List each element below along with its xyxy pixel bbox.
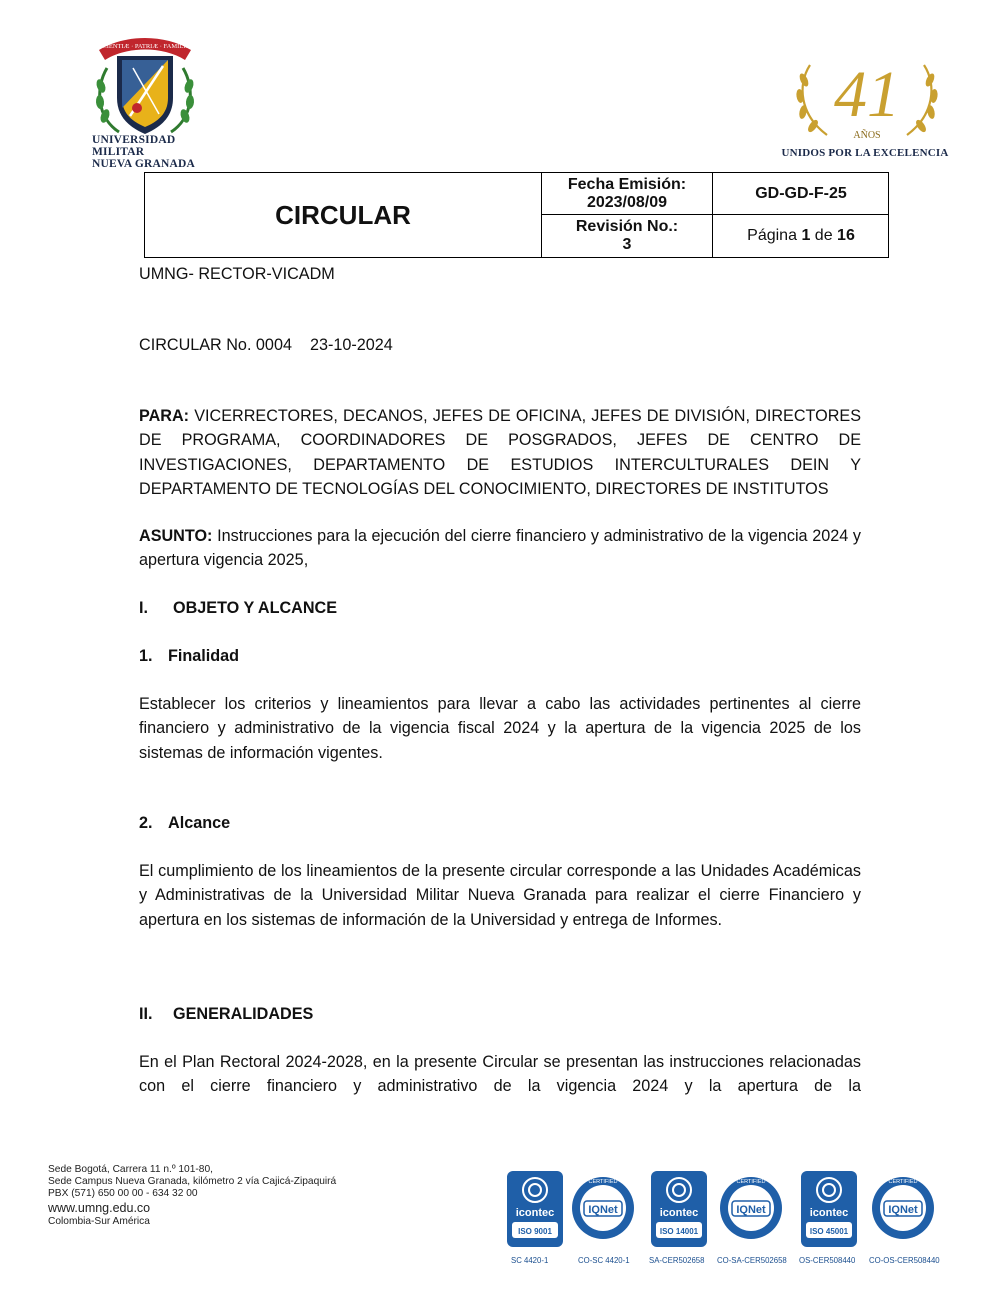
cert-standard: CERTIFIED: [736, 1179, 766, 1185]
sub2-number: 2.: [139, 814, 153, 832]
cert-standard: ISO 9001: [518, 1227, 552, 1236]
icontec-seal: [650, 1170, 708, 1250]
cert-standard: ISO 14001: [659, 1227, 699, 1236]
section-heading-generalidades: [139, 1002, 861, 1026]
section2-title: GENERALIDADES: [173, 1005, 314, 1023]
anniversary-tagline: UNIDOS POR LA EXCELENCIA: [781, 147, 949, 159]
document-type-title: CIRCULAR: [145, 173, 542, 257]
issue-date-label: Fecha Emisión:: [567, 176, 687, 193]
page-current: 1: [801, 227, 811, 244]
certification-code-1: SC 4420-1: [511, 1256, 549, 1265]
cert-standard: ISO 45001: [809, 1227, 849, 1236]
page-total: 16: [837, 227, 855, 244]
circular-date: 23-10-2024: [309, 336, 393, 354]
cert-standard: CERTIFIED: [888, 1179, 918, 1185]
certification-code-5: OS-CER508440: [799, 1256, 856, 1265]
finalidad-paragraph: Establecer los criterios y lineamientos para llevar a cabo las actividades pertinentes al cierre financiero y administrativo de la vigencia fiscal 2024 y la apertura de la vigencia 2025 de los sistemas de información vigentes.: [139, 695, 861, 762]
para-paragraph: [139, 404, 861, 501]
anniversary-logo: [792, 50, 942, 145]
document-code: GD-GD-F-25: [713, 173, 889, 215]
footer-country: Colombia-Sur América: [48, 1215, 150, 1227]
section1-title: OBJETO Y ALCANCE: [173, 599, 338, 617]
asunto-paragraph: [139, 524, 861, 573]
issue-date-cell: [542, 173, 713, 215]
asunto-label: ASUNTO:: [139, 527, 213, 545]
certification-badge-5: [800, 1170, 858, 1255]
page-of: de: [814, 227, 833, 244]
section1-number: I.: [139, 599, 148, 617]
certification-code-6: CO-OS-CER508440: [869, 1256, 940, 1265]
cert-brand: IQNet: [588, 1204, 618, 1216]
circular-number-line: [139, 333, 861, 357]
cert-brand: icontec: [809, 1207, 849, 1219]
footer-website[interactable]: www.umng.edu.co: [48, 1200, 151, 1215]
iqnet-seal: [718, 1170, 784, 1250]
university-name: [92, 134, 202, 170]
subsection-heading-finalidad: [139, 644, 861, 668]
certification-badge-3: [650, 1170, 708, 1255]
document-reference: UMNG- RECTOR-VICADM: [139, 265, 335, 283]
certification-code-4: CO-SA-CER502658: [717, 1256, 787, 1265]
generalidades-paragraph: En el Plan Rectoral 2024-2028, en la presente Circular se presentan las instrucciones relacionadas con el cierre financiero y administrativo de la vigencia 2024 y la apertura de la: [139, 1053, 861, 1096]
cert-brand: IQNet: [736, 1204, 766, 1216]
university-name-line2: NUEVA GRANADA: [92, 158, 196, 170]
certification-badge-2: [570, 1170, 636, 1255]
revision-value: 3: [622, 236, 632, 253]
page-indicator: [713, 215, 889, 257]
subsection-heading-alcance: [139, 811, 861, 835]
certification-code-2: CO-SC 4420-1: [578, 1256, 630, 1265]
issue-date-value: 2023/08/09: [586, 194, 668, 211]
anniversary-label: AÑOS: [853, 130, 881, 141]
university-name-line1: UNIVERSIDAD MILITAR: [92, 134, 176, 158]
section2-number: II.: [139, 1005, 153, 1023]
certification-badge-6: [870, 1170, 936, 1255]
revision-cell: [542, 215, 713, 257]
asunto-text: Instrucciones para la ejecución del cierre financiero y administrativo de la vigencia 2024 y apertura vigencia 2025,: [139, 527, 861, 570]
circular-number: CIRCULAR No. 0004: [139, 336, 292, 354]
icontec-seal: [506, 1170, 564, 1250]
cert-standard: CERTIFIED: [588, 1179, 618, 1185]
footer-address-line1: Sede Bogotá, Carrera 11 n.º 101-80,: [48, 1164, 213, 1175]
icontec-seal: [800, 1170, 858, 1250]
cert-brand: IQNet: [888, 1204, 918, 1216]
page-word: Página: [747, 227, 797, 244]
footer-phone: PBX (571) 650 00 00 - 634 32 00: [48, 1188, 198, 1200]
revision-label: Revisión No.:: [575, 218, 679, 235]
sub1-title: Finalidad: [168, 647, 240, 665]
sub1-number: 1.: [139, 647, 153, 665]
footer-address-line2: Sede Campus Nueva Granada, kilómetro 2 vía Cajicá-Zipaquirá: [48, 1176, 337, 1188]
section-heading-objeto: [139, 596, 861, 620]
iqnet-seal: [870, 1170, 936, 1250]
para-label: PARA:: [139, 407, 190, 425]
cert-brand: icontec: [515, 1207, 555, 1219]
anniversary-number: 41: [834, 58, 900, 131]
certification-badge-4: [718, 1170, 784, 1255]
cert-brand: icontec: [659, 1207, 699, 1219]
certification-badge-1: [506, 1170, 564, 1255]
iqnet-seal: [570, 1170, 636, 1250]
footer-address: [48, 1164, 336, 1228]
document-header-table: [144, 172, 889, 258]
para-text: VICERRECTORES, DECANOS, JEFES DE OFICINA, JEFES DE DIVISIÓN, DIRECTORES DE PROGRAMA, COORDINADORES DE POSGRADOS, JEFES DE CENTRO DE INVESTIGACIONES, DEPARTAMENTO DE ESTUDIOS INTERCULTURALES DEIN Y DEPARTAMENTO DE TECNOLOGÍAS DEL CONOCIMIENTO, DIRECTORES DE INSTITUTOS: [139, 407, 861, 498]
alcance-paragraph: El cumplimiento de los lineamientos de la presente circular corresponde a las Unidades Académicas y Administrativas de la Universidad Militar Nueva Granada para realizar el cierre Financiero y apertura en los sistemas de información de la Universidad y entrega de Informes.: [139, 862, 861, 929]
certification-code-3: SA-CER502658: [649, 1256, 705, 1265]
motto-text: SCIENTIÆ · PATRIÆ · FAMILIÆ: [98, 43, 192, 50]
sub2-title: Alcance: [168, 814, 231, 832]
